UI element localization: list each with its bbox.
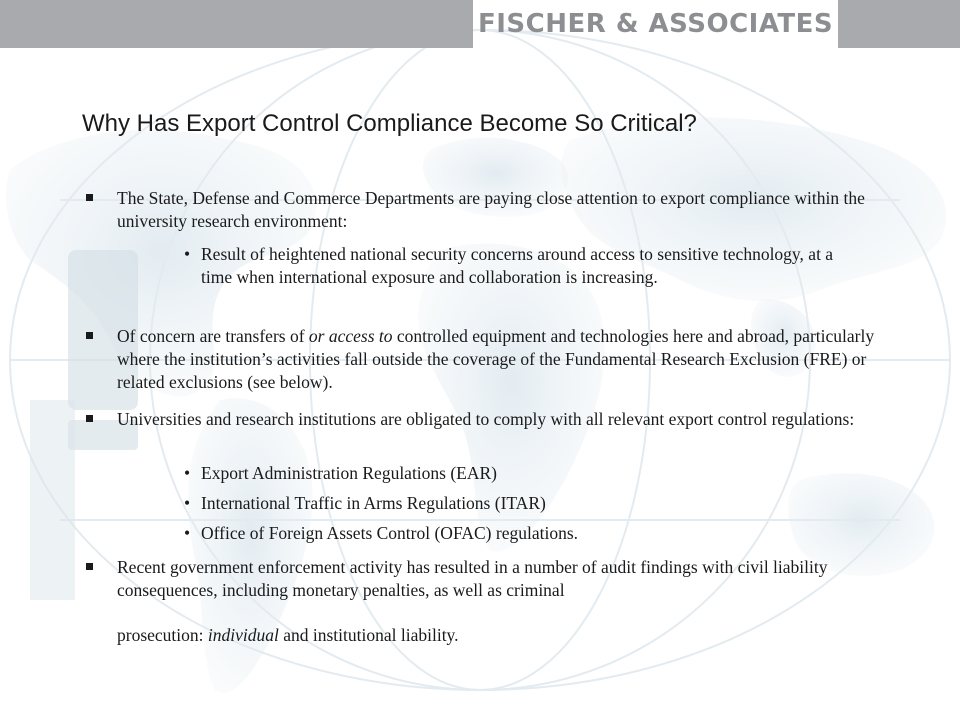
slide-title: Why Has Export Control Compliance Become So Critical? xyxy=(82,110,697,137)
sub-bullet-text: International Traffic in Arms Regulations (ITAR) xyxy=(201,493,546,513)
bullet-text-part: prosecution: xyxy=(117,625,208,645)
sub-bullet-text: Office of Foreign Assets Control (OFAC) regulations. xyxy=(201,523,579,543)
bullet-item xyxy=(117,325,877,394)
bullet-text: Universities and research institutions are obligated to comply with all relevant export control regulations: xyxy=(117,409,855,429)
bullet-text-part: and institutional liability. xyxy=(278,625,459,645)
sub-bullet-item xyxy=(184,492,841,515)
square-bullet-icon xyxy=(86,563,93,570)
sub-bullet-item xyxy=(184,462,841,485)
bullet-item xyxy=(117,187,877,233)
bullet-text-emphasis: or access to xyxy=(308,326,393,346)
sub-bullet-text: Export Administration Regulations (EAR) xyxy=(201,463,498,483)
bullet-item xyxy=(117,556,877,647)
bullet-text-emphasis: individual xyxy=(207,625,279,645)
company-logo: FISCHER & ASSOCIATES xyxy=(478,9,834,39)
bullet-item xyxy=(117,408,877,431)
square-bullet-icon xyxy=(86,332,93,339)
bullet-text-part: Recent government enforcement activity has resulted in a number of audit findings with civil liability consequences, including monetary penalties, as well as criminal xyxy=(117,557,828,600)
square-bullet-icon xyxy=(86,194,93,201)
square-bullet-icon xyxy=(86,415,93,422)
dot-bullet-icon: • xyxy=(184,463,191,483)
bullet-text-part: Of concern are transfers of xyxy=(117,326,309,346)
dot-bullet-icon: • xyxy=(184,523,191,543)
line-gap xyxy=(117,602,877,624)
bullet-text-part: controlled equipment and technologies here and abroad, particularly where the institution’s activities fall outside the coverage of the Fundamental Research Exclusion (FRE) or related exclusions (see below). xyxy=(117,326,875,392)
sub-bullet-item xyxy=(184,522,841,545)
sub-bullet-text: Result of heightened national security concerns around access to sensitive technology, at a time when international exposure and collaboration is increasing. xyxy=(201,244,834,287)
dot-bullet-icon: • xyxy=(184,244,191,264)
bullet-text xyxy=(117,326,874,392)
bullet-text xyxy=(117,557,877,645)
sub-bullet-item xyxy=(184,243,841,289)
bullet-text: The State, Defense and Commerce Departments are paying close attention to export compliance within the university research environment: xyxy=(117,188,865,231)
dot-bullet-icon: • xyxy=(184,493,191,513)
